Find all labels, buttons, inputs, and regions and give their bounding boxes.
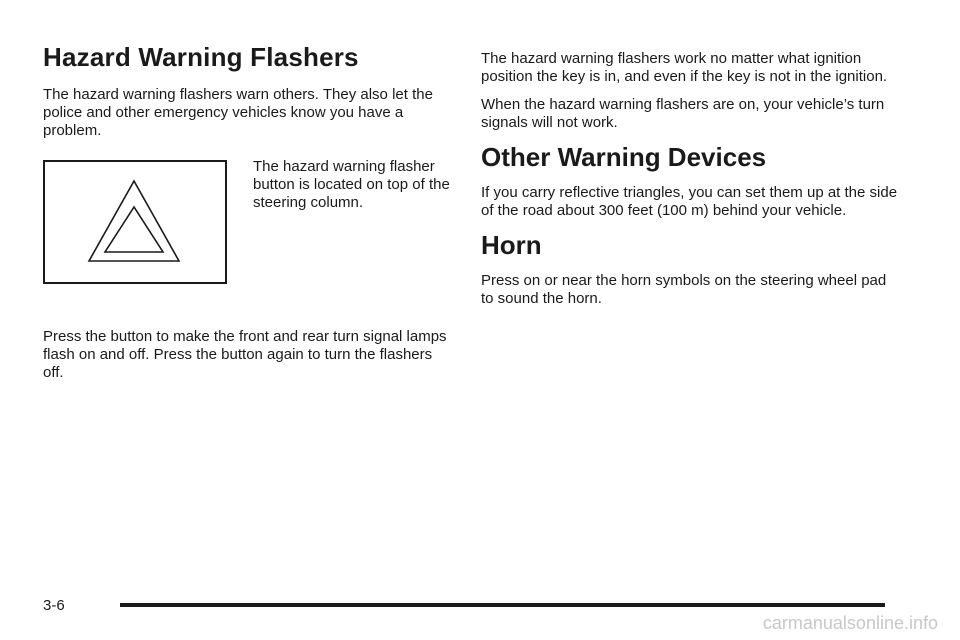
- hazard-instructions-text: Press the button to make the front and rear turn signal lamps flash on and off. Press the button again to turn the flashers off.: [43, 328, 447, 381]
- page-number: 3-6: [43, 597, 65, 614]
- hazard-figure-caption: The hazard warning flasher button is located on top of the steering column.: [253, 158, 450, 211]
- hazard-button-illustration: [43, 160, 227, 284]
- warning-devices-text: If you carry reflective triangles, you can set them up at the side of the road about 300 feet (100 m) behind your vehicle.: [481, 184, 898, 219]
- hazard-ignition-text: The hazard warning flashers work no matter what ignition position the key is in, and even if the key is not in the ignition.: [481, 50, 888, 85]
- left-column: [43, 42, 451, 392]
- right-column: [481, 50, 901, 318]
- horn-text: Press on or near the horn symbols on the steering wheel pad to sound the horn.: [481, 272, 887, 307]
- watermark-text: carmanualsonline.info: [762, 613, 938, 633]
- other-warning-devices-heading: Other Warning Devices: [481, 142, 767, 172]
- horn-heading: Horn: [481, 230, 542, 260]
- hazard-triangle-icon: [45, 162, 225, 282]
- hazard-figure: [43, 158, 451, 310]
- hazard-flashers-heading: Hazard Warning Flashers: [43, 42, 359, 72]
- hazard-intro-text: The hazard warning flashers warn others. They also let the police and other emergency vehicles know you have a problem.: [43, 86, 433, 139]
- hazard-turn-signals-text: When the hazard warning flashers are on, your vehicle’s turn signals will not work.: [481, 96, 885, 131]
- footer-rule: [120, 603, 885, 607]
